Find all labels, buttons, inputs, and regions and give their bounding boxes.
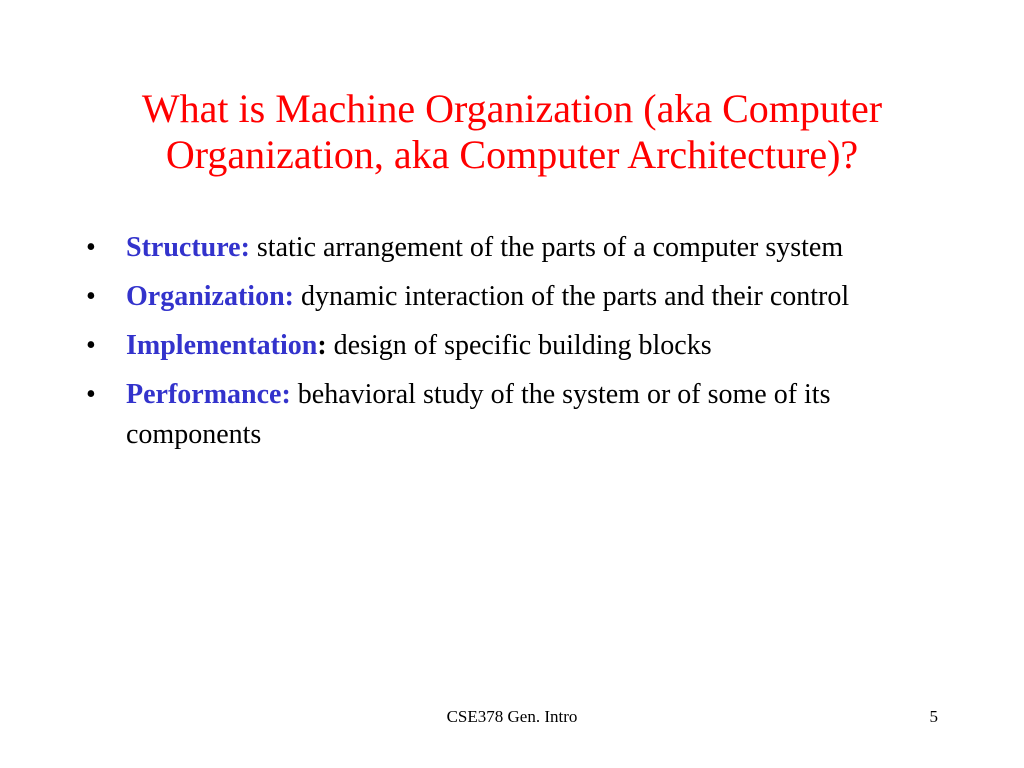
bullet-term: Performance: bbox=[126, 379, 291, 410]
bullet-icon: • bbox=[86, 379, 96, 410]
bullet-term: Organization: bbox=[126, 281, 294, 312]
bullet-term: Structure: bbox=[126, 232, 250, 263]
page-number: 5 bbox=[929, 707, 938, 726]
bullet-term: Implementation bbox=[126, 330, 318, 361]
bullet-list bbox=[86, 228, 926, 464]
bullet-item-performance bbox=[86, 375, 926, 455]
slide-title-line-1: What is Machine Organization (aka Computer bbox=[141, 86, 883, 131]
bullet-icon: • bbox=[86, 281, 96, 312]
bullet-item-structure bbox=[86, 228, 926, 268]
bullet-text: dynamic interaction of the parts and their control bbox=[294, 281, 850, 312]
bullet-icon: • bbox=[86, 232, 96, 263]
slide-footer: CSE378 Gen. Intro bbox=[446, 707, 578, 726]
bullet-text: static arrangement of the parts of a computer system bbox=[249, 232, 844, 263]
slide-title bbox=[60, 86, 964, 178]
bullet-icon: • bbox=[86, 330, 96, 361]
bullet-text: design of specific building blocks bbox=[326, 330, 712, 361]
bullet-item-organization bbox=[86, 277, 926, 317]
bullet-item-implementation bbox=[86, 326, 926, 366]
slide-title-line-2: Organization, aka Computer Architecture)? bbox=[165, 132, 859, 177]
bullet-term-colon: : bbox=[317, 330, 327, 361]
bullet-text: behavioral study of the system or of some of its components bbox=[126, 379, 831, 450]
